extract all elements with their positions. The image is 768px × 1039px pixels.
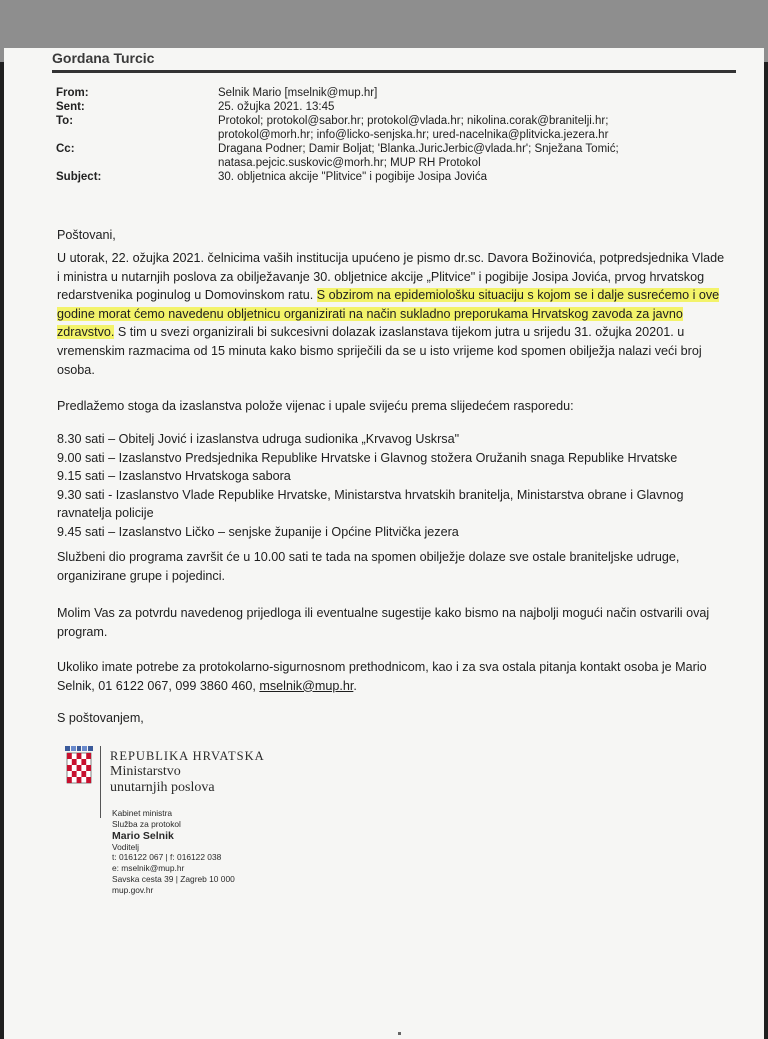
ministry-logo-text — [110, 748, 265, 796]
page-mark — [398, 1032, 401, 1035]
signature-role: Voditelj — [112, 841, 140, 852]
email-headers — [56, 86, 738, 184]
paragraph-official-program: Službeni dio programa završit će u 10.00 sati te tada na spomen obilježje dolaze sve ostale braniteljske udruge, organizirane grupe i pojedinci. — [57, 550, 680, 583]
highlighted-text: S obzirom na epidemiološku situaciju s kojom se i dalje susrećemo i ove godine morat ćemo navedenu obljetnicu organizirati na način sukladno preporukama Hrvatskog zavoda za javno zdravstvo. — [57, 288, 720, 340]
header-label: From: — [56, 87, 89, 99]
schedule-item: 9.15 sati – Izaslanstvo Hrvatskoga sabora — [57, 469, 291, 484]
header-value: 25. ožujka 2021. 13:45 — [218, 101, 335, 113]
logo-republic: REPUBLIKA HRVATSKA — [110, 749, 265, 763]
croatian-coat-of-arms-icon — [64, 746, 94, 788]
greeting: Poštovani, — [57, 228, 116, 242]
closing: S poštovanjem, — [57, 711, 144, 725]
schedule-item: 9.30 sati - Izaslanstvo Vlade Republike Hrvatske, Ministarstva hrvatskih branitelja, Ministarstva obrane i Glavnog ravnatelja policije — [57, 487, 684, 521]
signature-office: Kabinet ministra — [112, 808, 173, 818]
paragraph-intro — [57, 249, 729, 379]
header-from — [56, 86, 738, 100]
header-label: Subject: — [56, 171, 102, 183]
signature-block — [112, 808, 235, 896]
signature-web[interactable]: mup.gov.hr — [112, 884, 154, 895]
logo-divider — [100, 746, 101, 818]
header-value: Protokol; protokol@sabor.hr; protokol@vlada.hr; nikolina.corak@branitelji.hr; protokol@morh.hr; info@licko-senjska.hr; ured-nacelnika@plitvicka.jezera.hr — [218, 115, 609, 141]
logo-ministry: Ministarstvo — [110, 764, 181, 779]
header-label: Sent: — [56, 101, 85, 113]
header-value: Selnik Mario [mselnik@mup.hr] — [218, 87, 378, 99]
paragraph-intro-text-2: S tim u svezi organizirali bi sukcesivni dolazak izaslanstava tijekom jutra u srijedu 31. ožujka 20201. u vremenskim razmacima od 15 minuta kako bismo spriječili da se u isto vrijeme kod spomen obilježja nalazi veći broj osoba. — [57, 325, 702, 377]
header-label: Cc: — [56, 143, 75, 155]
signature-phone: t: 016122 067 | f: 016122 038 — [112, 852, 222, 863]
paragraph-confirmation: Molim Vas za potvrdu navedenog prijedloga ili eventualne sugestije kako bismo na najbolji mogući način ostvarili ovaj program. — [57, 606, 710, 639]
header-value: 30. obljetnica akcije "Plitvice" i pogibije Josipa Jovića — [218, 171, 487, 183]
paragraph-contact — [57, 658, 729, 695]
header-subject — [56, 170, 738, 184]
header-label: To: — [56, 115, 74, 127]
logo-ministry-2: unutarnjih poslova — [110, 780, 215, 795]
signature-address: Savska cesta 39 | Zagreb 10 000 — [112, 873, 235, 884]
contact-text-end: . — [353, 678, 357, 693]
header-sent — [56, 100, 738, 114]
signature-email[interactable]: e: mselnik@mup.hr — [112, 863, 185, 874]
schedule-item: 9.00 sati – Izaslanstvo Predsjednika Republike Hrvatske i Glavnog stožera Oružanih snaga Republike Hrvatske — [57, 450, 678, 465]
schedule-item: 9.45 sati – Izaslanstvo Ličko – senjske županije i Općine Plitvička jezera — [57, 524, 459, 539]
sender-name: Gordana Turcic — [52, 50, 155, 66]
contact-text: Ukoliko imate potrebe za protokolarno-sigurnosnom prethodnicom, kao i za sva ostala pitanja kontakt osoba je Mario Selnik, 01 6122 067, 099 3860 460, — [57, 660, 707, 693]
schedule-list — [57, 430, 729, 542]
schedule-item: 8.30 sati – Obitelj Jović i izaslanstva udruga sudionika „Krvavog Uskrsa" — [57, 432, 460, 446]
contact-email-link[interactable]: mselnik@mup.hr — [259, 678, 354, 693]
crest-crown — [65, 746, 93, 751]
signature-service: Služba za protokol — [112, 818, 181, 829]
crest-checkerboard — [67, 753, 91, 783]
header-to — [56, 114, 738, 142]
paragraph-proposal: Predlažemo stoga da izaslanstva polože vijenac i upale svijeću prema slijedećem rasporedu: — [57, 399, 574, 413]
header-value: Dragana Podner; Damir Boljat; 'Blanka.JuricJerbic@vlada.hr'; Snježana Tomić; natasa.pejcic.suskovic@morh.hr; MUP RH Protokol — [218, 143, 619, 169]
paragraph-intro-text: U utorak, 22. ožujka 2021. čelnicima vaših institucija upućeno je pismo dr.sc. Davora Božinovića, potpredsjednika Vlade i ministra u nutarnjih poslova za obilježavanje 30. obljetnice akcije „Plitvice" i pogibije Josipa Jovića, prvog hrvatskog redarstvenika poginulog u Domovinskom ratu. — [57, 251, 725, 303]
header-divider — [52, 70, 736, 73]
header-cc — [56, 142, 738, 170]
signature-name: Mario Selnik — [112, 829, 174, 842]
